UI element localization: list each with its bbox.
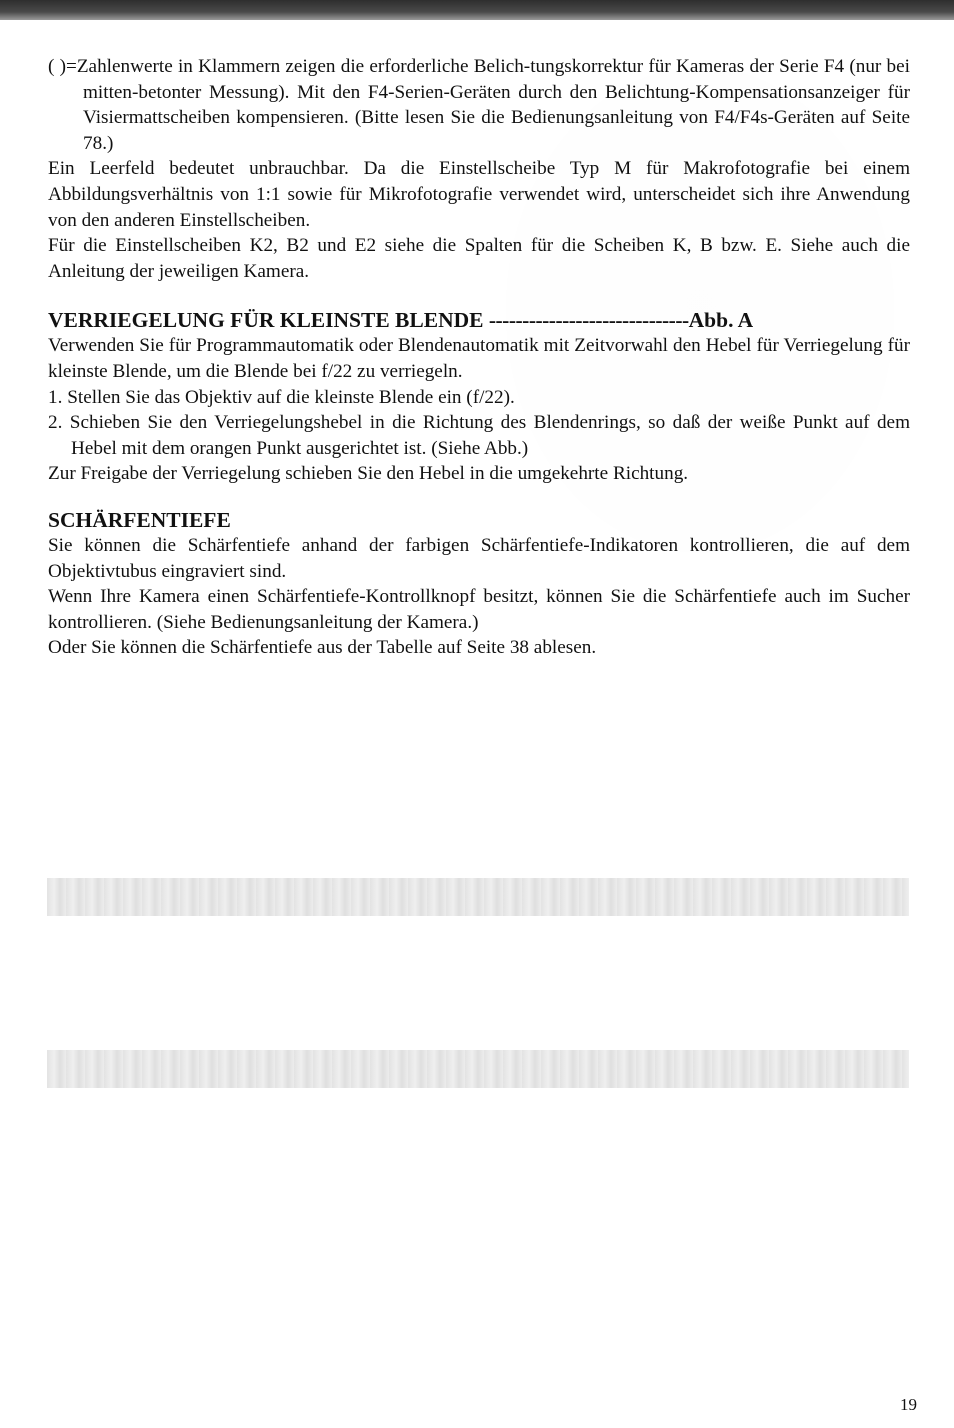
page-content (48, 54, 910, 661)
show-through-band-upper (47, 878, 909, 916)
show-through-band-lower (47, 1050, 909, 1088)
figure-reference: Abb. A (688, 308, 754, 333)
page-number: 19 (900, 1395, 917, 1414)
section-heading-lock (48, 307, 910, 333)
paragraph-screens-k2-b2-e2: Für die Einstellscheiben K2, B2 und E2 siehe die Spalten für die Scheiben K, B bzw. E. Siehe auch die Anleitung der jeweiligen Kamera. (48, 235, 910, 282)
section-heading-depth-of-field: SCHÄRFENTIEFE (48, 507, 231, 532)
section-leader-dashes: ------------------------------ (488, 308, 689, 333)
paragraph-lock-release: Zur Freigabe der Verriegelung schieben Sie den Hebel in die umgekehrte Richtung. (48, 463, 689, 485)
paragraph-dof-table: Oder Sie können die Schärfentiefe aus der Tabelle auf Seite 38 ablesen. (48, 637, 597, 659)
paragraph-empty-field: Ein Leerfeld bedeutet unbrauchbar. Da die Einstellscheibe Typ M für Makrofotografie bei einem Abbildungsverhältnis von 1:1 sowie für Mikrofotografie verwendet wird, unterscheidet sich ihre Anwendung von den anderen Einstellscheiben. (48, 158, 910, 231)
paragraph-dof-preview-button: Wenn Ihre Kamera einen Schärfentiefe-Kontrollknopf besitzt, können Sie die Schärfentiefe auch im Sucher kontrollieren. (Siehe Bedienungsanleitung der Kamera.) (48, 586, 910, 633)
section-title-lock: VERRIEGELUNG FÜR KLEINSTE BLENDE (48, 308, 484, 333)
paragraph-dof-indicators: Sie können die Schärfentiefe anhand der farbigen Schärfentiefe-Indikatoren kontrollieren, die auf dem Objektivtubus eingraviert sind. (48, 534, 910, 582)
paragraph-bracket-values: ( )=Zahlenwerte in Klammern zeigen die erforderliche Belich-tungskorrektur für Kameras der Serie F4 (nur bei mitten-betonter Messung). Mit den F4-Serien-Geräten durch den Belichtung-Kompensationsanzeiger für Visiermattscheiben kompensieren. (Bitte lesen Sie die Bedienungsanleitung von F4/F4s-Geräten auf Seite 78.) (48, 56, 910, 154)
paragraph-lock-intro: Verwenden Sie für Programmautomatik oder Blendenautomatik mit Zeitvorwahl den Hebel für Verriegelung für kleinste Blende, um die Blende bei f/22 zu verriegeln. (48, 335, 910, 382)
step-2: 2. Schieben Sie den Verriegelungshebel in die Richtung des Blendenrings, so daß der weiße Punkt auf dem Hebel mit dem orangen Punkt ausgerichtet ist. (Siehe Abb.) (48, 412, 910, 459)
step-1: 1. Stellen Sie das Objektiv auf die kleinste Blende ein (f/22). (48, 386, 515, 408)
page-top-edge (0, 0, 954, 20)
